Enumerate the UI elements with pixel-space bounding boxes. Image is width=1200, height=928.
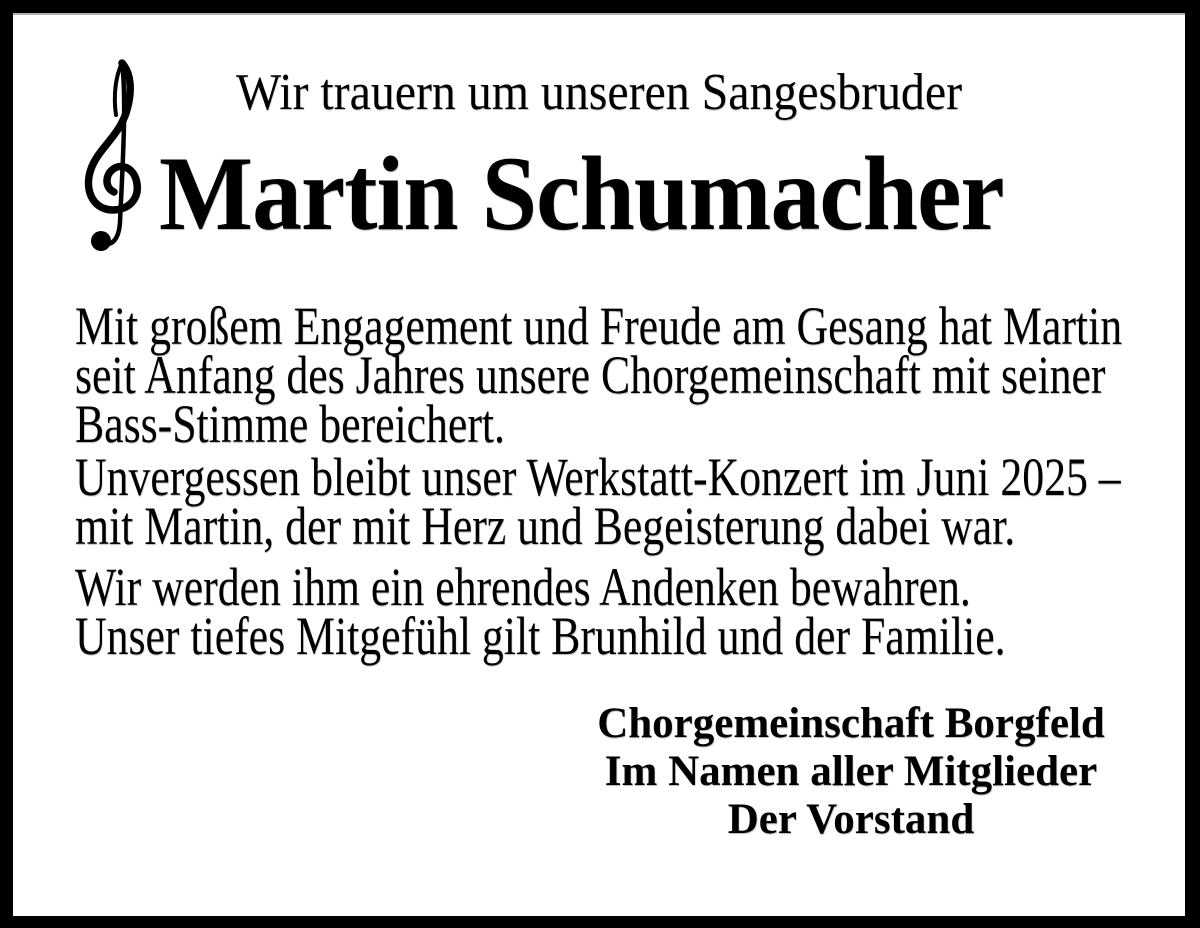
signature-block (597, 700, 1105, 844)
signature-board: Der Vorstand (727, 796, 975, 843)
signature-organization: Chorgemeinschaft Borgfeld (597, 700, 1105, 747)
paragraph-line: Bass-Stimme bereichert. (75, 394, 505, 454)
deceased-name: Martin Schumacher (159, 135, 1004, 252)
paragraph-2 (75, 447, 1121, 556)
paragraph-line: seit Anfang des Jahres unsere Chorgemeinschaft mit seiner (75, 345, 1106, 405)
paragraph-line: Mit großem Engagement und Freude am Gesang hat Martin (75, 296, 1123, 356)
notice-sheet (13, 13, 1185, 916)
paragraph-line: Wir werden ihm ein ehrendes Andenken bewahren. (75, 557, 971, 617)
paragraph-1 (75, 296, 1123, 454)
paragraph-line: mit Martin, der mit Herz und Begeisterung dabei war. (75, 496, 1016, 556)
paragraph-line: Unvergessen bleibt unser Werkstatt-Konzert im Juni 2025 – (75, 447, 1121, 507)
paragraph-3 (75, 557, 1006, 666)
signature-on-behalf: Im Namen aller Mitglieder (604, 748, 1098, 795)
memorial-subtitle: Wir trauern um unseren Sangesbruder (235, 64, 963, 121)
paragraph-line: Unser tiefes Mitgefühl gilt Brunhild und der Familie. (75, 606, 1006, 666)
